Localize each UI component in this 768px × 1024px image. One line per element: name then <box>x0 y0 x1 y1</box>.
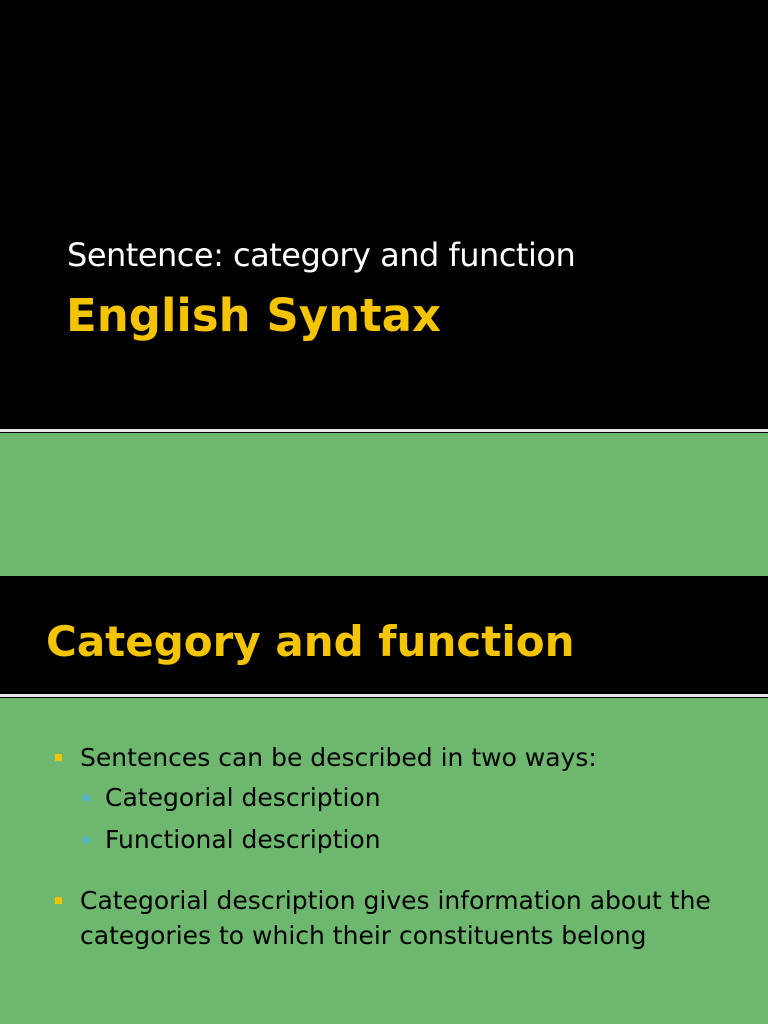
slide-subtitle: Sentence: category and function <box>67 236 576 274</box>
bullet-icon <box>55 897 62 904</box>
slide-title: Category and function <box>46 617 575 666</box>
bullet-item <box>80 740 720 775</box>
sub-bullet-icon <box>83 837 89 843</box>
content-panel <box>0 698 768 1024</box>
sub-bullet-item <box>105 780 381 815</box>
divider <box>0 694 768 697</box>
sub-bullet-icon <box>83 795 89 801</box>
divider <box>0 429 768 432</box>
sub-bullet-text: Categorial description <box>105 783 381 812</box>
bullet-text: Sentences can be described in two ways: <box>80 743 597 772</box>
sub-bullet-item <box>105 822 381 857</box>
sub-bullet-text: Functional description <box>105 825 381 854</box>
bullet-item <box>80 883 720 953</box>
slide-2 <box>0 576 768 1024</box>
content-panel <box>0 433 768 576</box>
bullet-text: Categorial description gives information about the categories to which their constituents belong <box>80 886 711 950</box>
bullet-icon <box>55 754 62 761</box>
slide-title: English Syntax <box>66 289 442 342</box>
